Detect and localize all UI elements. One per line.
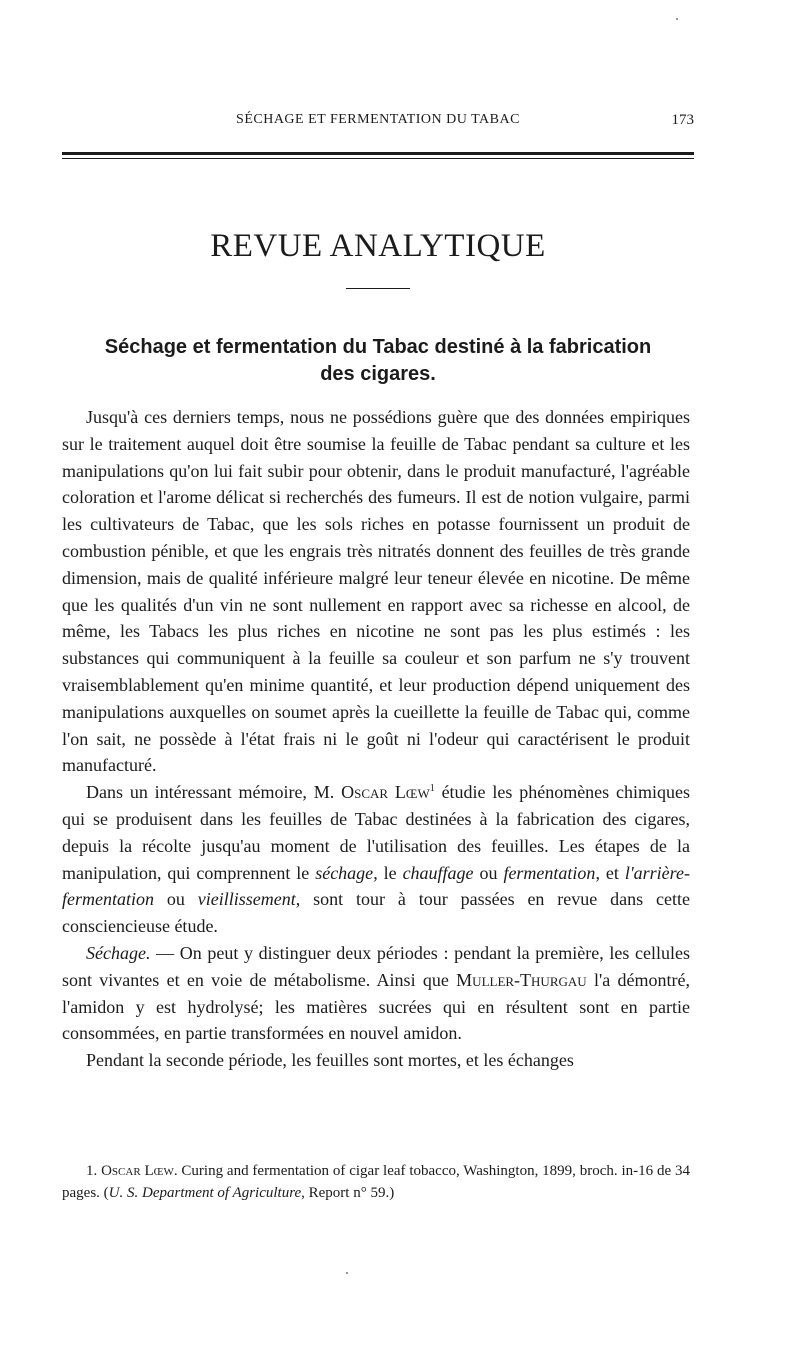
paragraph-1: Jusqu'à ces derniers temps, nous ne possédions guère que des données empiriques sur le traitement auquel doit être soumise la feuille de Tabac pendant sa culture et les manipulations qu'on lui fait subir pour obtenir, dans le produit manufacturé, l'agréable coloration et l'arome délicat si recherchés des fumeurs. Il est de notion vulgaire, parmi les cultivateurs de Tabac, que les sols riches en potasse fournissent un produit de combustion pénible, et que les engrais très nitratés donnent des feuilles de très grande dimension, mais de qualité inférieure malgré leur teneur élevée en nicotine. De même que les qualités d'un vin ne sont nullement en rapport avec sa richesse en alcool, de même, les Tabacs les plus riches en nicotine ne sont pas les plus estimés : les substances qui communiquent à la feuille sa couleur et son parfum ne s'y trouvent vraisemblablement qu'en minime quantité, et leur production dépend uniquement des manipulations auxquelles on soumet après la cueillette la feuille de Tabac qui, comme l'on sait, ne possède à l'état frais ni le goût ni l'odeur qui caractérisent le produit manufacturé. <box>62 407 690 776</box>
p2-text-e: , et <box>595 862 625 883</box>
footnote-reference: 1 <box>429 783 435 795</box>
cited-author: Muller-Thurgau <box>456 969 587 990</box>
p2-text-f: ou <box>154 889 198 910</box>
scan-speck <box>676 18 678 20</box>
article-title-line-1: Séchage et fermentation du Tabac destiné à la fabrication <box>104 336 652 358</box>
term-arriere-fermentation: l'arrière-fermentation <box>62 862 690 910</box>
running-head <box>62 112 694 134</box>
subsection-label-sechage: Séchage. <box>86 942 151 963</box>
paragraph-4: Pendant la seconde période, les feuilles sont mortes, et les échanges <box>86 1050 574 1071</box>
header-rule-thick <box>62 152 694 155</box>
paragraph-3 <box>62 940 690 1047</box>
page-number: 173 <box>671 112 694 128</box>
footnotes <box>62 1160 690 1204</box>
section-title: REVUE ANALYTIQUE <box>210 228 546 264</box>
term-fermentation: fermentation <box>503 862 596 883</box>
p2-text-c: , le <box>373 862 403 883</box>
footnote-text-b: , Report n° 59.) <box>301 1185 395 1201</box>
p2-text-d: ou <box>473 862 504 883</box>
term-vieillissement: vieillissement <box>197 889 296 910</box>
running-title: SÉCHAGE ET FERMENTATION DU TABAC <box>236 112 520 127</box>
article-title-line-2: des cigares. <box>320 363 436 385</box>
header-rule-thin <box>62 158 694 159</box>
p3-text-a: — On peut y distinguer deux périodes : pendant la première, les cellules sont vivantes et en voie de métabolisme. Ainsi que <box>62 942 690 990</box>
footnote-1 <box>62 1160 690 1204</box>
footnote-number: 1. <box>86 1163 98 1179</box>
p3-text-b: l'a démontré, l'amidon y est hydrolysé; les matières sucrées qui en résultent sont en partie consommées, en partie transformées en nouvel amidon. <box>62 969 690 1044</box>
footnote-source: U. S. Department of Agriculture <box>108 1185 302 1201</box>
paragraph-2 <box>62 779 690 940</box>
p2-text-b: étudie les phénomènes chimiques qui se produisent dans les feuilles de Tabac destinées à la fabrication des cigares, depuis la récolte jusqu'au moment de l'utilisation des feuilles. Les étapes de la manipulation, qui comprennent le <box>62 782 690 883</box>
p2-text-a: Dans un intéressant mémoire, M. <box>86 782 342 803</box>
term-chauffage: chauffage <box>402 862 474 883</box>
article-title <box>62 334 694 388</box>
scan-speck <box>346 1272 348 1274</box>
footnote-author: Oscar Lœw <box>101 1163 174 1179</box>
p2-text-g: , sont tour à tour passées en revue dans cette consciencieuse étude. <box>62 889 690 937</box>
title-separator <box>346 288 410 289</box>
article-body <box>62 404 690 1074</box>
author-name: Oscar Lœw <box>341 782 430 803</box>
footnote-text-a: . Curing and fermentation of cigar leaf tobacco, Washington, 1899, broch. in-16 de 34 pages. ( <box>62 1163 690 1201</box>
term-sechage: séchage <box>315 862 374 883</box>
